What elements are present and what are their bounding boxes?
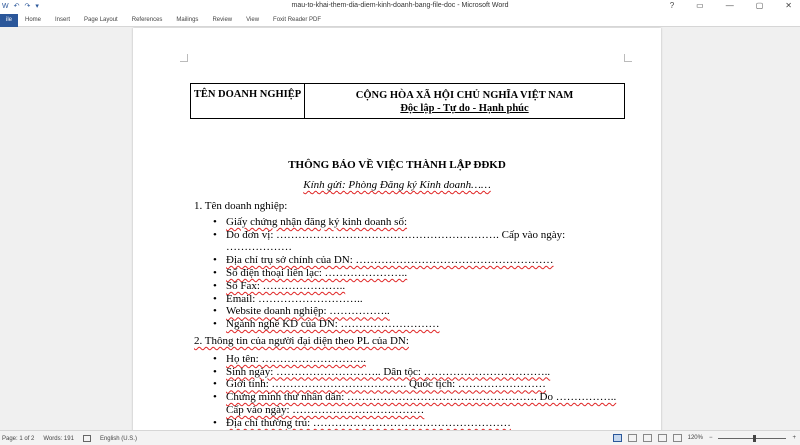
nation-title: CỘNG HÒA XÃ HỘI CHỦ NGHĨA VIỆT NAM xyxy=(355,90,574,101)
web-layout-icon[interactable] xyxy=(643,434,652,442)
undo-icon[interactable]: ↶ xyxy=(13,3,20,10)
proofing-icon[interactable] xyxy=(83,435,91,442)
nation-cell xyxy=(305,84,624,118)
list-item: • Giới tính: ………………………………. Quốc tịch: …………………… xyxy=(213,378,624,391)
list-item: • Chứng minh thư nhân dân: ……………………………………………. Do …………….. Cấp vào ngày: ……………………………… xyxy=(213,391,624,417)
list-item: • Ngành nghề KD của DN: ……………………… xyxy=(213,318,624,331)
page-count[interactable]: Page: 1 of 2 xyxy=(2,435,35,442)
ribbon-tabs xyxy=(0,14,800,27)
zoom-in-icon[interactable]: + xyxy=(792,435,796,441)
tab-review[interactable]: Review xyxy=(212,16,233,23)
header-table xyxy=(190,83,625,119)
word-icon[interactable]: W xyxy=(2,3,9,10)
document-page[interactable] xyxy=(133,28,661,430)
close-icon[interactable]: ✕ xyxy=(785,1,792,10)
tab-view[interactable]: View xyxy=(246,16,260,23)
zoom-level[interactable]: 120% xyxy=(687,435,703,441)
document-heading: THÔNG BÁO VỀ VIỆC THÀNH LẬP ĐĐKD xyxy=(288,159,506,171)
tab-page-layout[interactable]: Page Layout xyxy=(84,16,118,23)
list-item: • Do đơn vị: ……………………………………………………. Cấp vào ngày: ……………… xyxy=(213,229,624,255)
status-bar xyxy=(0,430,800,445)
minimize-icon[interactable]: — xyxy=(725,1,734,10)
tab-insert[interactable]: Insert xyxy=(55,16,71,23)
outline-icon[interactable] xyxy=(658,434,667,442)
org-label: TÊN DOANH NGHIỆP xyxy=(193,89,302,100)
redo-icon[interactable]: ↷ xyxy=(24,3,31,10)
tab-references[interactable]: References xyxy=(131,16,163,23)
list-item: • Số điện thoại liên lạc: ………………….. xyxy=(213,267,624,280)
draft-icon[interactable] xyxy=(673,434,682,442)
window-controls xyxy=(670,1,792,10)
crop-mark xyxy=(180,54,188,62)
section-heading: 1. Tên doanh nghiệp: xyxy=(194,200,288,212)
help-icon[interactable]: ? xyxy=(669,1,675,10)
list-item: • Địa chỉ thường trú: ……………………………………………… xyxy=(213,417,624,430)
tab-foxit-reader-pdf[interactable]: Foxit Reader PDF xyxy=(273,16,322,23)
greeting: Kính gửi: Phòng Đăng ký Kinh doanh…… xyxy=(303,179,491,191)
zoom-thumb[interactable] xyxy=(753,435,756,442)
list-item: • Sinh ngày: ……………………….. Dân tộc: …………………………….. xyxy=(213,366,624,379)
language-indicator[interactable]: English (U.S.) xyxy=(99,435,137,442)
list-item: • Giấy chứng nhận đăng ký kinh doanh số: xyxy=(213,216,624,229)
full-screen-reading-icon[interactable] xyxy=(628,434,637,442)
list-item: • Website doanh nghiệp: …………….. xyxy=(213,305,624,318)
zoom-slider[interactable] xyxy=(718,434,786,442)
list-item: • Email: ……………………….. xyxy=(213,293,624,306)
zoom-track xyxy=(718,438,786,439)
tab-home[interactable]: Home xyxy=(25,16,42,23)
list-item: • Số Fax: ………………….. xyxy=(213,280,624,293)
document-workspace[interactable] xyxy=(0,27,800,430)
title-bar xyxy=(0,0,800,14)
print-layout-icon[interactable] xyxy=(613,434,622,442)
section1-list xyxy=(194,216,624,331)
tab-mailings[interactable]: Mailings xyxy=(176,16,199,23)
zoom-out-icon[interactable]: − xyxy=(708,435,713,441)
status-right xyxy=(613,434,796,442)
ribbon-display-icon[interactable]: ▭ xyxy=(696,1,704,10)
document-body xyxy=(194,200,624,430)
section-heading: 2. Thông tin của người đại diện theo PL của DN: xyxy=(194,334,409,347)
tab-file[interactable]: ile xyxy=(0,14,18,27)
customize-qat-icon[interactable]: ▾ xyxy=(35,3,39,10)
list-item: • Họ tên: ……………………….. xyxy=(213,353,624,366)
crop-mark xyxy=(624,54,632,62)
word-count[interactable]: Words: 191 xyxy=(43,435,74,442)
section2-list xyxy=(194,353,624,430)
status-left xyxy=(2,435,137,442)
org-name-cell xyxy=(191,84,305,118)
list-item: • Địa chỉ trụ sở chính của DN: ……………………………………………… xyxy=(213,254,624,267)
window-title: mau-to-khai-them-dia-diem-kinh-doanh-bang-file-doc - Microsoft Word xyxy=(291,2,509,9)
restore-icon[interactable]: ▢ xyxy=(755,1,764,10)
motto: Độc lập - Tự do - Hạnh phúc xyxy=(400,103,529,114)
